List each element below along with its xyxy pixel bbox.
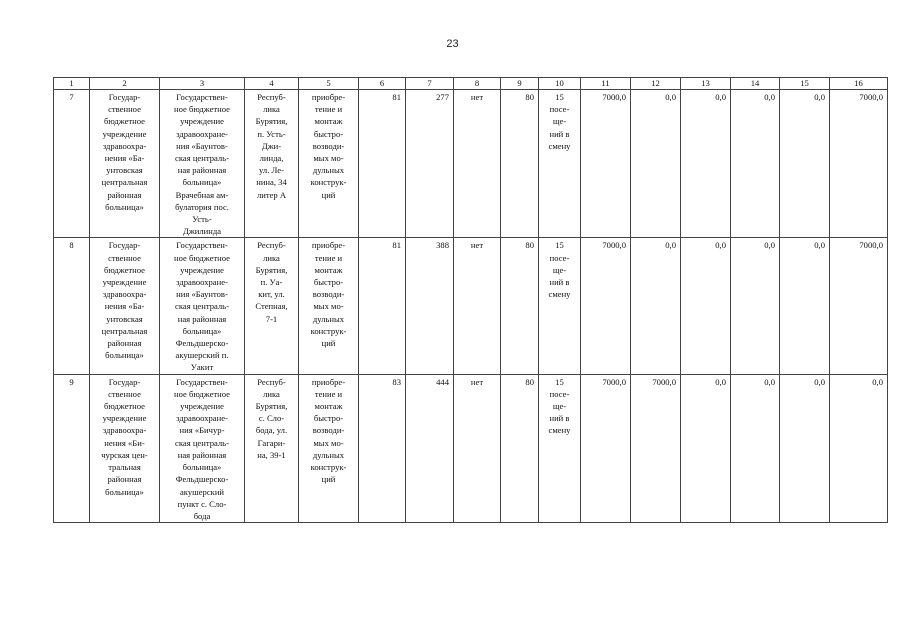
amount-cell: 7000,0: [830, 90, 888, 238]
amount-cell: 7000,0: [830, 238, 888, 374]
capacity-cell: 15 посе- ще- ний в смену: [539, 374, 581, 522]
row-number-cell: 7: [54, 90, 90, 238]
organization-cell: Государ- ственное бюджетное учреждение здравоохра- нения «Би- чурская цен- тральная районная больница»: [90, 374, 160, 522]
action-cell: приобре- тение и монтаж быстро- возводи- мых мо- дульных конструк- ций: [299, 238, 359, 374]
col7-cell: 277: [406, 90, 454, 238]
column-header: 12: [631, 78, 681, 90]
column-header: 11: [581, 78, 631, 90]
col9-cell: 80: [501, 90, 539, 238]
row-number-cell: 9: [54, 374, 90, 522]
header-row: [54, 78, 888, 90]
facility-cell: Государствен- ное бюджетное учреждение здравоохране- ния «Баунтов- ская централь- ная районная больница» Фельдшерско- акушерский п. Уакит: [160, 238, 245, 374]
amount-cell: 7000,0: [581, 374, 631, 522]
amount-cell: 7000,0: [631, 374, 681, 522]
column-header: 14: [731, 78, 780, 90]
column-header: 1: [54, 78, 90, 90]
amount-cell: 0,0: [681, 374, 731, 522]
col9-cell: 80: [501, 374, 539, 522]
action-cell: приобре- тение и монтаж быстро- возводи- мых мо- дульных конструк- ций: [299, 90, 359, 238]
column-header: 6: [359, 78, 406, 90]
facility-cell: Государствен- ное бюджетное учреждение здравоохране- ния «Бичур- ская централь- ная районная больница» Фельдшерско- акушерский пункт с. Сло- бода: [160, 374, 245, 522]
amount-cell: 7000,0: [581, 90, 631, 238]
facility-cell: Государствен- ное бюджетное учреждение здравоохране- ния «Баунтов- ская централь- ная районная больница» Врачебная ам- булатория пос. Усть- Джилинда: [160, 90, 245, 238]
amount-cell: 0,0: [631, 90, 681, 238]
col6-cell: 81: [359, 90, 406, 238]
amount-cell: 7000,0: [581, 238, 631, 374]
column-header: 9: [501, 78, 539, 90]
amount-cell: 0,0: [731, 90, 780, 238]
table-row: [54, 238, 888, 374]
capacity-cell: 15 посе- ще- ний в смену: [539, 238, 581, 374]
amount-cell: 0,0: [780, 90, 830, 238]
amount-cell: 0,0: [631, 238, 681, 374]
col9-cell: 80: [501, 238, 539, 374]
column-header: 3: [160, 78, 245, 90]
amount-cell: 0,0: [731, 374, 780, 522]
address-cell: Респуб- лика Бурятия, с. Сло- бода, ул. Гагари- на, 39-1: [245, 374, 299, 522]
col8-cell: нет: [454, 238, 501, 374]
amount-cell: 0,0: [681, 90, 731, 238]
col6-cell: 83: [359, 374, 406, 522]
table-row: [54, 90, 888, 238]
organization-cell: Государ- ственное бюджетное учреждение здравоохра- нения «Ба- унтовская центральная районная больница»: [90, 238, 160, 374]
col6-cell: 81: [359, 238, 406, 374]
column-header: 2: [90, 78, 160, 90]
address-cell: Респуб- лика Бурятия, п. Уа- кит, ул. Степная, 7-1: [245, 238, 299, 374]
column-header: 8: [454, 78, 501, 90]
column-header: 5: [299, 78, 359, 90]
facilities-table: [53, 77, 888, 523]
column-header: 16: [830, 78, 888, 90]
table-row: [54, 374, 888, 522]
column-header: 13: [681, 78, 731, 90]
amount-cell: 0,0: [731, 238, 780, 374]
amount-cell: 0,0: [780, 374, 830, 522]
column-header: 4: [245, 78, 299, 90]
amount-cell: 0,0: [830, 374, 888, 522]
amount-cell: 0,0: [780, 238, 830, 374]
col8-cell: нет: [454, 374, 501, 522]
page-number: 23: [446, 38, 459, 50]
column-header: 7: [406, 78, 454, 90]
column-header: 10: [539, 78, 581, 90]
row-number-cell: 8: [54, 238, 90, 374]
action-cell: приобре- тение и монтаж быстро- возводи- мых мо- дульных конструк- ций: [299, 374, 359, 522]
address-cell: Респуб- лика Бурятия, п. Усть- Джи- линда, ул. Ле- нина, 34 литер А: [245, 90, 299, 238]
organization-cell: Государ- ственное бюджетное учреждение здравоохра- нения «Ба- унтовская центральная районная больница»: [90, 90, 160, 238]
col7-cell: 388: [406, 238, 454, 374]
column-header: 15: [780, 78, 830, 90]
capacity-cell: 15 посе- ще- ний в смену: [539, 90, 581, 238]
amount-cell: 0,0: [681, 238, 731, 374]
col7-cell: 444: [406, 374, 454, 522]
col8-cell: нет: [454, 90, 501, 238]
